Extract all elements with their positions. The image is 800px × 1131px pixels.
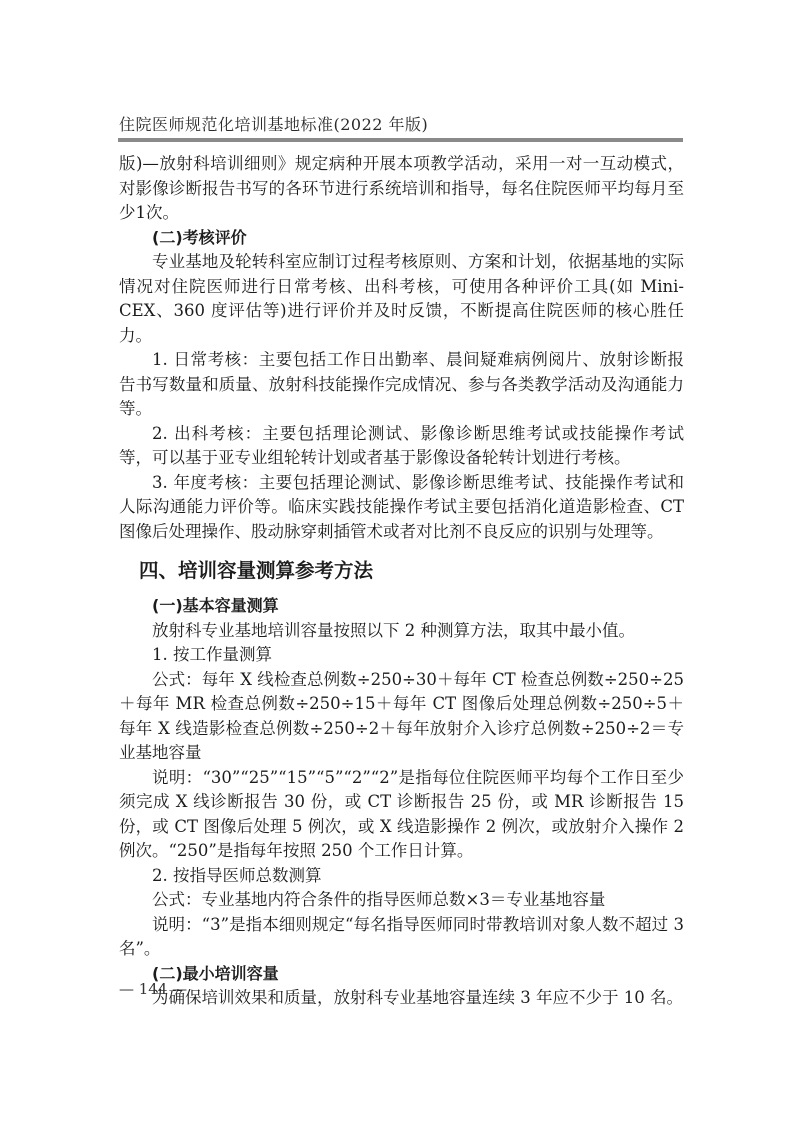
paragraph-exit-assessment: 2. 出科考核：主要包括理论测试、影像诊断思维考试或技能操作考试等，可以基于亚专业组轮转计划或者基于影像设备轮转计划进行考核。: [119, 423, 684, 467]
subheading-assessment: (二)考核评价: [152, 227, 247, 247]
paragraph-daily-assessment: 1. 日常考核：主要包括工作日出勤率、晨间疑难病例阅片、放射诊断报告书写数量和质量、放射科技能操作完成情况、参与各类教学活动及沟通能力等。: [119, 350, 684, 418]
paragraph-teaching-continued: 版)—放射科培训细则》规定病种开展本项教学活动，采用一对一互动模式，对影像诊断报告书写的各环节进行系统培训和指导，每名住院医师平均每月至少1次。: [119, 154, 684, 222]
subheading-basic-capacity: (一)基本容量测算: [152, 596, 279, 615]
page-body: [119, 152, 684, 1011]
page-header: 住院医师规范化培训基地标准(2022 年版): [119, 115, 429, 134]
method-workload-heading: 1. 按工作量测算: [152, 645, 272, 664]
paragraph-workload-formula: 公式：每年 X 线检查总例数÷250÷30＋每年 CT 检查总例数÷250÷25＋每年 MR 检查总例数÷250÷15＋每年 CT 图像后处理总例数÷250÷5＋每年 X 线造影检查总例数÷250÷2＋每年放射介入诊疗总例数÷250÷2＝专业基地容量: [119, 669, 684, 762]
paragraph-supervisor-explanation: 说明：“3”是指本细则规定“每名指导医师同时带教培训对象人数不超过 3 名”。: [119, 914, 684, 958]
paragraph-annual-assessment: 3. 年度考核：主要包括理论测试、影像诊断思维考试、技能操作考试和人际沟通能力评价等。临床实践技能操作考试主要包括消化道造影检查、CT 图像后处理操作、股动脉穿刺插管术或者对比剂不良反应的识别与处理等。: [119, 472, 684, 541]
method-supervisor-heading: 2. 按指导医师总数测算: [152, 865, 322, 885]
subheading-min-capacity: (二)最小培训容量: [152, 963, 279, 983]
paragraph-supervisor-formula: 公式：专业基地内符合条件的指导医师总数×3＝专业基地容量: [152, 890, 606, 909]
paragraph-min-capacity: 为确保培训效果和质量，放射科专业基地容量连续 3 年应不少于 10 名。: [152, 988, 683, 1007]
paragraph-assessment-intro: 专业基地及轮转科室应制订过程考核原则、方案和计划，依据基地的实际情况对住院医师进行日常考核、出科考核，可使用各种评价工具(如 Mini-CEX、360 度评估等)进行评价并及时反馈，不断提高住院医师的核心胜任力。: [119, 252, 684, 345]
header-rule: [118, 138, 683, 142]
paragraph-capacity-methods: 放射科专业基地培训容量按照以下 2 种测算方法，取其中最小值。: [152, 620, 635, 640]
paragraph-workload-explanation: 说明：“30”“25”“15”“5”“2”“2”是指每位住院医师平均每个工作日至少须完成 X 线诊断报告 30 份，或 CT 诊断报告 25 份，或 MR 诊断报告 15 份，或 CT 图像后处理 5 例次，或 X 线造影操作 2 例次，或放射介入操作 2 例次。“250”是指每年按照 250 个工作日计算。: [119, 767, 684, 860]
section-heading-capacity: 四、培训容量测算参考方法: [139, 559, 374, 582]
page-number: — 144 —: [119, 980, 188, 998]
